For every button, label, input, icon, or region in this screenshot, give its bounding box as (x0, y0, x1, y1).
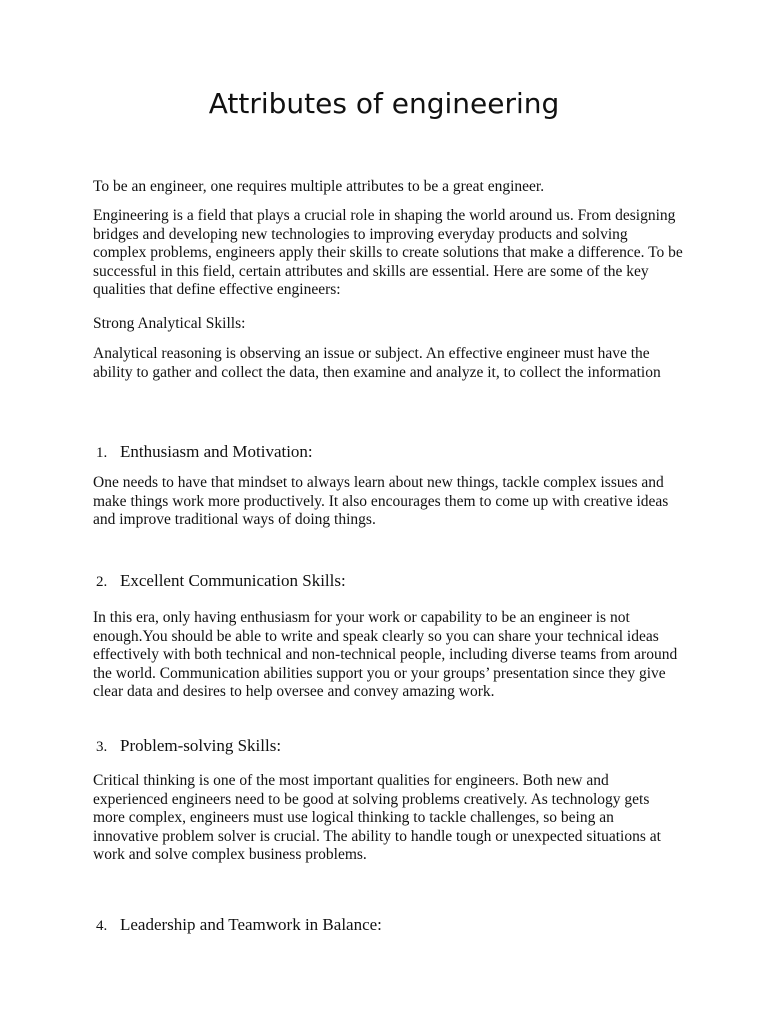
section-heading-text: Excellent Communication Skills: (120, 571, 346, 590)
section-heading-text: Enthusiasm and Motivation: (120, 442, 313, 461)
analytical-paragraph: Analytical reasoning is observing an issue or subject. An effective engineer must have the ability to gather and collect the data, then examine and analyze it, to collect the information (93, 345, 661, 381)
section-paragraph: One needs to have that mindset to always learn about new things, tackle complex issues and make things work more productively. It also encourages them to come up with creative ideas and improve traditional ways of doing things. (93, 474, 669, 528)
section-heading-text: Leadership and Teamwork in Balance: (120, 915, 382, 934)
section-number: 4. (96, 918, 108, 934)
section-heading (96, 571, 346, 592)
section-paragraph: Critical thinking is one of the most important qualities for engineers. Both new and experienced engineers need to be good at solving problems creatively. As technology gets more complex, engineers must use logical thinking to tackle challenges, so being an innovative problem solver is crucial. The ability to handle tough or unexpected situations at work and solve complex business problems. (93, 772, 661, 863)
document-title: Attributes of engineering (208, 87, 560, 120)
section-heading (96, 442, 313, 463)
section-number: 1. (96, 445, 108, 461)
section-number: 3. (96, 739, 108, 755)
section-paragraph: In this era, only having enthusiasm for your work or capability to be an engineer is not enough.You should be able to write and speak clearly so you can share your technical ideas effectively with both technical and non-technical people, including diverse teams from around the world. Communication abilities support you or your groups’ presentation since they give clear data and desires to help oversee and convey amazing work. (93, 609, 678, 700)
section-number: 2. (96, 574, 108, 590)
overview-paragraph: Engineering is a field that plays a crucial role in shaping the world around us. From designing bridges and developing new technologies to improving everyday products and solving complex problems, engineers apply their skills to create solutions that make a difference. To be successful in this field, certain attributes and skills are essential. Here are some of the key qualities that define effective engineers: (93, 207, 683, 298)
section-heading (96, 736, 281, 757)
intro-paragraph: To be an engineer, one requires multiple attributes to be a great engineer. (93, 178, 545, 195)
section-heading (96, 915, 382, 936)
section-heading-text: Problem-solving Skills: (120, 736, 282, 755)
analytical-heading: Strong Analytical Skills: (93, 315, 246, 332)
